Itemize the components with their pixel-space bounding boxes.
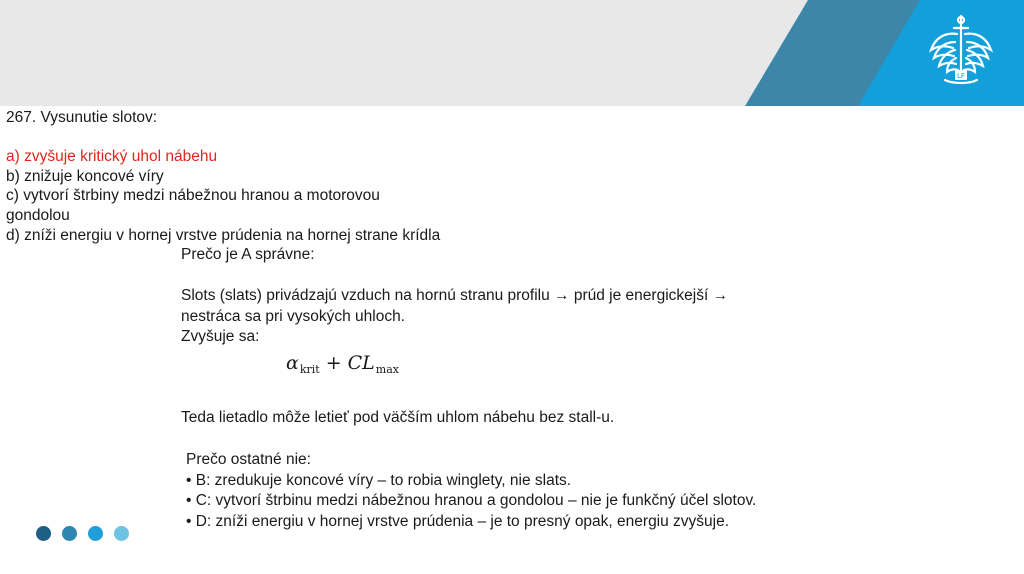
other-answer-c: • C: vytvorí štrbinu medzi nábežnou hranou a gondolou – nie je funkčný účel slotov.	[186, 492, 757, 509]
slide-header-band	[0, 0, 1024, 106]
others-title: Prečo ostatné nie:	[186, 451, 311, 468]
university-emblem-icon	[925, 14, 997, 90]
slide-dot	[88, 526, 103, 541]
question-block	[6, 108, 566, 245]
answer-d: d) zníži energiu v hornej vrstve prúdenia na hornej strane krídla	[6, 226, 441, 244]
answer-b: b) znižuje koncové víry	[6, 167, 164, 185]
formula-cl: CL	[347, 352, 375, 374]
question-title: 267. Vysunutie slotov:	[6, 109, 158, 126]
header-background	[0, 0, 1024, 106]
answer-c: c) vytvorí štrbiny medzi nábežnou hranou a motorovou gondolou	[6, 187, 380, 224]
slide-dot	[62, 526, 77, 541]
formula	[286, 352, 399, 376]
why-correct-title: Prečo je A správne:	[181, 246, 315, 263]
explanation-line-2: nestráca sa pri vysokých uhloch.	[181, 307, 405, 325]
explanation-block	[181, 245, 861, 348]
formula-cl-sub: max	[375, 363, 399, 376]
slide-dot	[36, 526, 51, 541]
other-answers-block	[186, 450, 756, 532]
conclusion-text: Teda lietadlo môže letieť pod väčším uhlom nábehu bez stall-u.	[181, 409, 615, 426]
formula-alpha-sub: krit	[299, 363, 320, 376]
slide-dot	[114, 526, 129, 541]
svg-text:LF: LF	[957, 72, 965, 80]
explanation-line-1: Slots (slats) privádzajú vzduch na hornú stranu profilu → prúd je energickejší →	[181, 287, 729, 304]
formula-alpha: α	[286, 352, 299, 374]
slide-dots	[36, 526, 129, 541]
formula-plus: +	[325, 352, 342, 374]
other-answer-d: • D: zníži energiu v hornej vrstve prúdenia – je to presný opak, energiu zvyšuje.	[186, 512, 730, 530]
other-answer-b: • B: zredukuje koncové víry – to robia winglety, nie slats.	[186, 471, 572, 489]
answer-a: a) zvyšuje kritický uhol nábehu	[6, 148, 218, 166]
increases-label: Zvyšuje sa:	[181, 328, 260, 345]
